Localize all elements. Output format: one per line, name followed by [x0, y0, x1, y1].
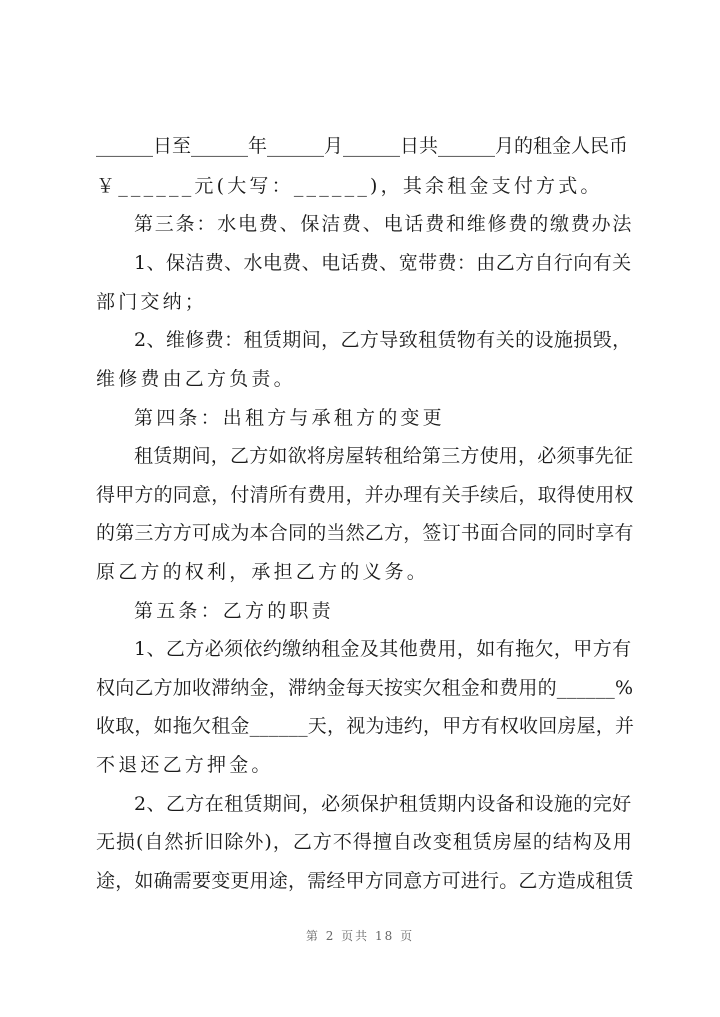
text-line-12: 原乙方的权利，承担乙方的义务。 [96, 561, 430, 583]
article-5-heading: 第五条：乙方的职责 [134, 600, 334, 622]
text-line-19: 无损(自然折旧除外)，乙方不得擅自改变租赁房屋的结构及用 [96, 831, 633, 853]
text-line-17: 不退还乙方押金。 [96, 754, 274, 776]
page-number: 第 2 页共 18 页 [305, 929, 415, 943]
text-line-14: 1、乙方必须依约缴纳租金及其他费用，如有拖欠，甲方有 [134, 638, 632, 660]
text-line-5: 部门交纳； [96, 291, 208, 313]
text-line-1: ______日至______年______月______日共______月的租金人民币 [96, 135, 629, 157]
article-4-heading: 第四条：出租方与承租方的变更 [134, 407, 445, 429]
text-line-10: 得甲方的同意，付清所有费用，并办理有关手续后，取得使用权 [96, 484, 634, 506]
text-line-11: 的第三方方可成为本合同的当然乙方，签订书面合同的同时享有 [96, 522, 634, 544]
text-line-2: ￥______元(大写：______)，其余租金支付方式。 [96, 175, 603, 197]
text-line-18: 2、乙方在租赁期间，必须保护租赁期内设备和设施的完好 [134, 793, 632, 815]
text-line-20: 途，如确需要变更用途，需经甲方同意方可进行。乙方造成租赁 [96, 870, 634, 892]
article-3-heading: 第三条：水电费、保洁费、电话费和维修费的缴费办法 [134, 213, 634, 235]
text-line-7: 维修费由乙方负责。 [96, 368, 296, 390]
text-line-15: 权向乙方加收滞纳金，滞纳金每天按实欠租金和费用的______% [96, 677, 634, 699]
text-line-9: 租赁期间，乙方如欲将房屋转租给第三方使用，必须事先征 [134, 445, 634, 467]
text-line-16: 收取，如拖欠租金______天，视为违约，甲方有权收回房屋，并 [96, 715, 635, 737]
text-line-6: 2、维修费：租赁期间，乙方导致租赁物有关的设施损毁， [134, 329, 632, 351]
text-line-4: 1、保洁费、水电费、电话费、宽带费：由乙方自行向有关 [134, 252, 632, 274]
